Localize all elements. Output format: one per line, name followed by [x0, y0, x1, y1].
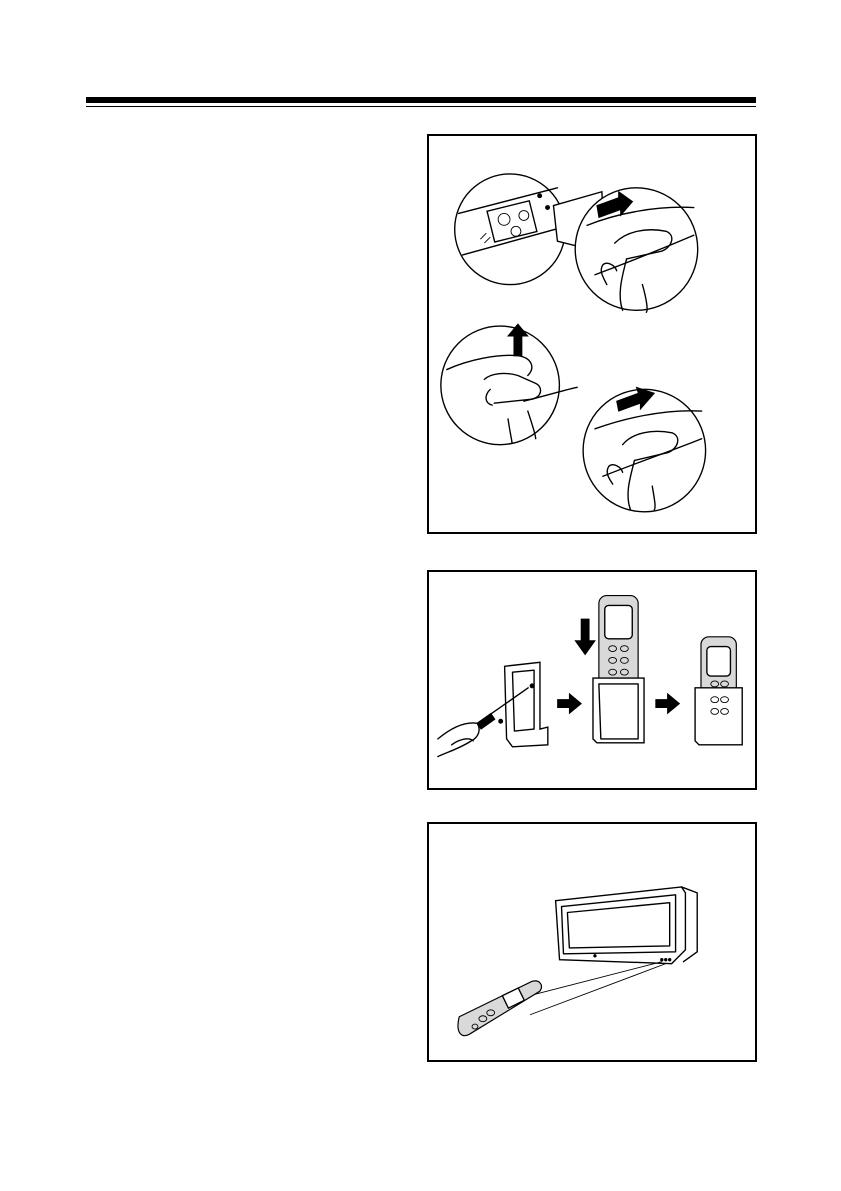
arrow-right-icon: [558, 694, 582, 714]
arrow-right-icon: [656, 694, 680, 714]
remote-signal-to-indoor-unit-illustration: [429, 824, 755, 1060]
remote-seated-in-holder: [695, 637, 742, 745]
holder-with-screwdriver: [438, 662, 548, 756]
indoor-unit: [556, 887, 698, 964]
arrow-down-icon: [575, 619, 595, 654]
battery-replacement-figure: [427, 134, 757, 534]
remote-holder-mounting-illustration: [429, 572, 755, 788]
remove-battery-step: [441, 324, 577, 445]
remote-signal-figure: [427, 822, 757, 1062]
slide-cover-step: [575, 188, 697, 312]
remote-holder-figure: [427, 570, 757, 790]
remote-controller: [458, 981, 541, 1036]
header-rule-thick: [86, 97, 756, 103]
battery-replacement-illustration: [429, 136, 755, 532]
replace-cover-step: [583, 387, 705, 511]
header-rule-thin: [86, 106, 756, 107]
remote-inserting-into-holder: [575, 596, 644, 743]
battery-compartment-closeup: [455, 174, 566, 285]
